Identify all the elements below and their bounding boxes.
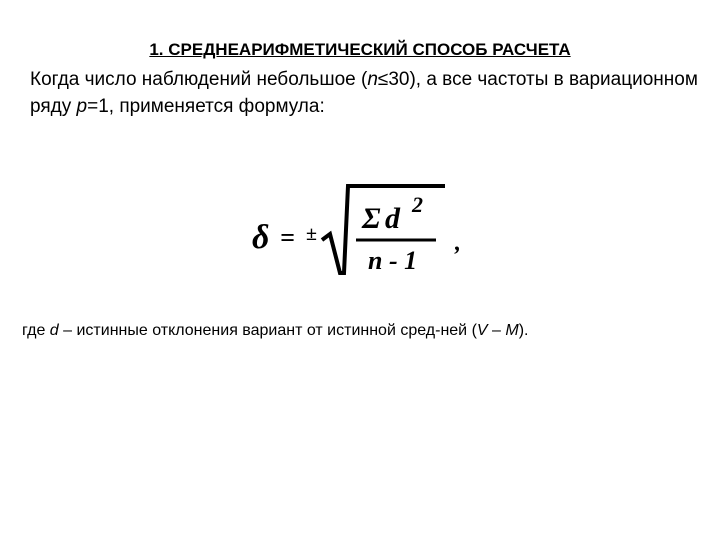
formula-equals: = xyxy=(280,223,295,252)
footnote-middle: – истинные отклонения вариант от истинной сред-ней ( xyxy=(58,322,477,339)
var-v: V xyxy=(476,322,488,339)
var-d: d xyxy=(49,322,59,339)
intro-paragraph xyxy=(30,66,700,120)
formula-denominator: n - 1 xyxy=(368,246,418,275)
formula xyxy=(240,170,490,280)
intro-text-1: Когда число наблюдений небольшое ( xyxy=(30,69,368,90)
formula-sum-sign: Σ xyxy=(362,202,381,235)
formula-comma: , xyxy=(455,230,461,256)
footnote-prefix: где xyxy=(22,322,50,339)
formula-exponent: 2 xyxy=(412,192,423,217)
var-n: n xyxy=(367,69,378,90)
slide-heading: 1. СРЕДНЕАРИФМЕТИЧЕСКИЙ СПОСОБ РАСЧЕТА xyxy=(149,40,571,59)
formula-delta: δ xyxy=(252,219,270,256)
formula-d: d xyxy=(385,202,400,235)
var-p: p xyxy=(76,96,88,117)
intro-text-2: =1, применяется формула: xyxy=(87,96,325,117)
intro-condition: ≤30), а все частоты в вариационном ряду xyxy=(30,69,698,117)
formula-plus-minus: ± xyxy=(306,223,317,245)
var-m: M xyxy=(505,322,519,339)
footnote-suffix: ). xyxy=(518,322,529,339)
footnote-dash: – xyxy=(487,322,506,339)
footnote xyxy=(22,322,712,340)
